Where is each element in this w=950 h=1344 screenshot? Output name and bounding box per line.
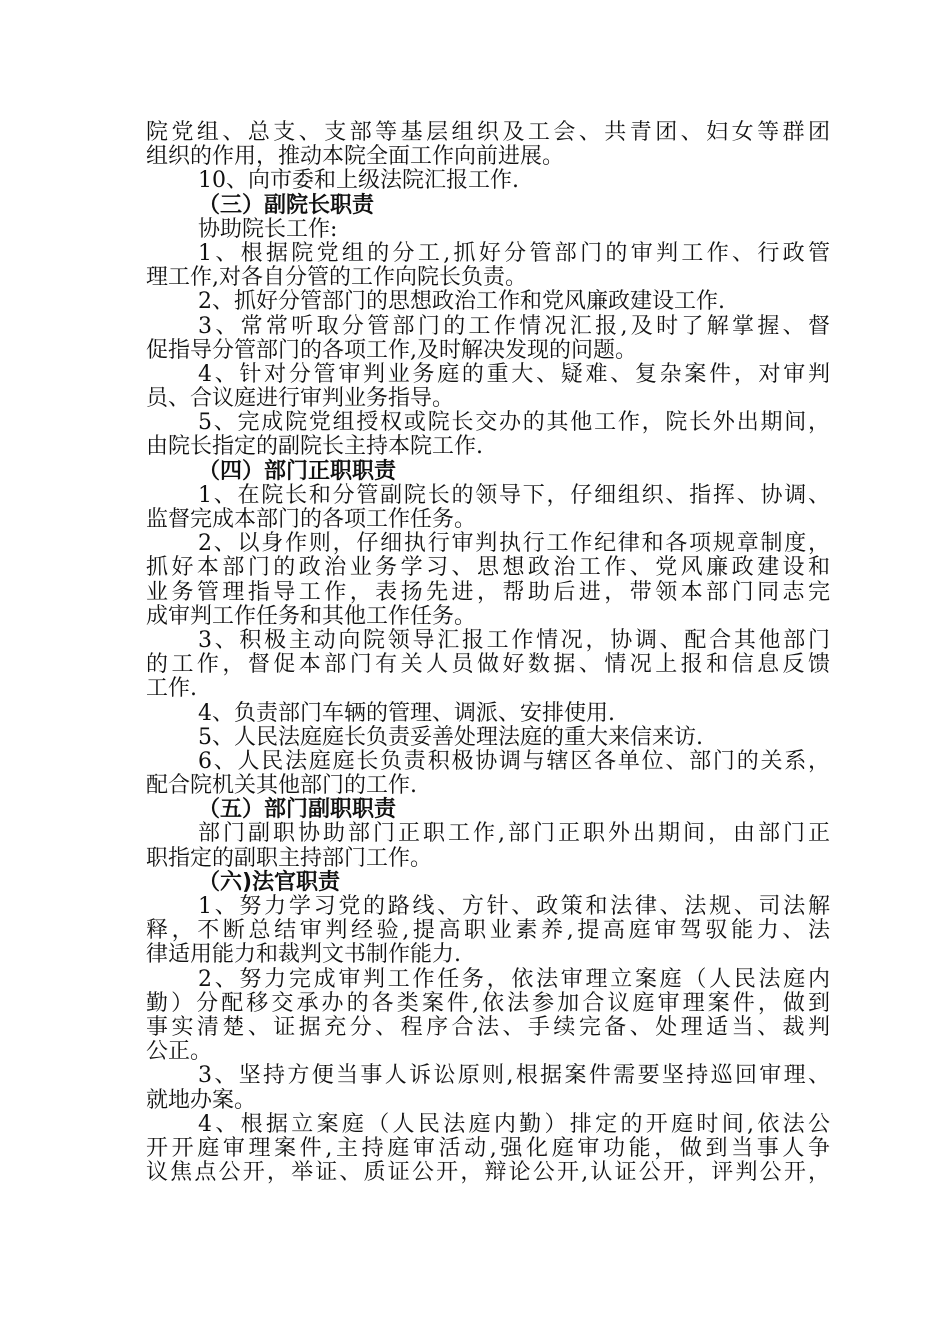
text-line: 工作. (146, 676, 197, 702)
text-line: 4、针对分管审判业务庭的重大、疑难、复杂案件，对审判 (198, 361, 830, 387)
section-heading: （五）部门副职职责 (198, 797, 397, 823)
text-line: 3、积极主动向院领导汇报工作情况，协调、配合其他部门 (198, 627, 830, 653)
text-line: 2、以身作则，仔细执行审判执行工作纪律和各项规章制度， (198, 531, 830, 557)
section-heading: （三）副院长职责 (198, 192, 375, 218)
text-line: 监督完成本部门的各项工作任务。 (146, 507, 477, 532)
text-line: 勤）分配移交承办的各类案件,依法参加合议庭审理案件，做到 (146, 990, 830, 1016)
text-line: 职指定的副职主持部门工作。 (146, 845, 433, 871)
text-line: 4、负责部门车辆的管理、调派、安排使用. (198, 700, 615, 726)
text-line: 公正。 (146, 1039, 213, 1065)
text-line: 组织的作用，推动本院全面工作向前进展。 (146, 144, 565, 170)
text-line: 5、完成院党组授权或院长交办的其他工作，院长外出期间， (198, 410, 830, 436)
text-line: 1、努力学习党的路线、方针、政策和法律、法规、司法解 (198, 894, 830, 919)
text-line: 协助院长工作: (198, 216, 338, 242)
text-line: 成审判工作任务和其他工作任务。 (146, 603, 477, 629)
text-line: 6、人民法庭庭长负责积极协调与辖区各单位、部门的关系， (198, 748, 830, 774)
text-line: 员、合议庭进行审判业务指导。 (146, 386, 455, 412)
text-line: 1、根据院党组的分工,抓好分管部门的审判工作、行政管 (198, 240, 830, 266)
section-heading: （六)法官职责 (198, 869, 341, 895)
text-line: 议焦点公开，举证、质证公开，辩论公开,认证公开，评判公开， (146, 1160, 830, 1186)
text-line: 事实清楚、证据充分、程序合法、手续完备、处理适当、裁判 (146, 1014, 830, 1040)
text-line: 释，不断总结审判经验,提高职业素养,提高庭审驾驭能力、法 (146, 918, 830, 944)
text-line: 就地办案。 (146, 1087, 257, 1113)
document-page (146, 121, 830, 1185)
text-line: 3、常常听取分管部门的工作情况汇报,及时了解掌握、督 (198, 313, 830, 339)
section-heading: （四）部门正职职责 (198, 458, 397, 484)
text-line: 由院长指定的副院长主持本院工作. (146, 434, 483, 460)
text-line: 5、人民法庭庭长负责妥善处理法庭的重大来信来访. (198, 724, 703, 750)
text-line: 抓好本部门的政治业务学习、思想政治工作、党风廉政建设和 (146, 555, 830, 581)
text-line: 部门副职协助部门正职工作,部门正职外出期间，由部门正 (198, 821, 830, 847)
text-line: 律适用能力和裁判文书制作能力. (146, 942, 461, 968)
text-line: 理工作,对各自分管的工作向院长负责。 (146, 265, 527, 291)
text-line: 10、向市委和上级法院汇报工作. (198, 168, 519, 194)
text-line: 1、在院长和分管副院长的领导下，仔细组织、指挥、协调、 (198, 482, 830, 508)
text-line: 院党组、总支、支部等基层组织及工会、共青团、妇女等群团 (146, 120, 830, 145)
text-line: 2、努力完成审判工作任务，依法审理立案庭（人民法庭内 (198, 966, 830, 992)
text-line: 4、根据立案庭（人民法庭内勤）排定的开庭时间,依法公 (198, 1111, 830, 1137)
text-line: 配合院机关其他部门的工作. (146, 773, 417, 799)
text-line: 3、坚持方便当事人诉讼原则,根据案件需要坚持巡回审理、 (198, 1063, 830, 1089)
text-line: 促指导分管部门的各项工作,及时解决发现的问题。 (146, 337, 637, 363)
text-line: 2、抓好分管部门的思想政治工作和党风廉政建设工作. (198, 289, 725, 315)
text-line: 业务管理指导工作，表扬先进，帮助后进，带领本部门同志完 (146, 579, 830, 605)
text-line: 的工作，督促本部门有关人员做好数据、情况上报和信息反馈 (146, 652, 830, 678)
text-line: 开开庭审理案件,主持庭审活动,强化庭审功能，做到当事人争 (146, 1135, 830, 1161)
